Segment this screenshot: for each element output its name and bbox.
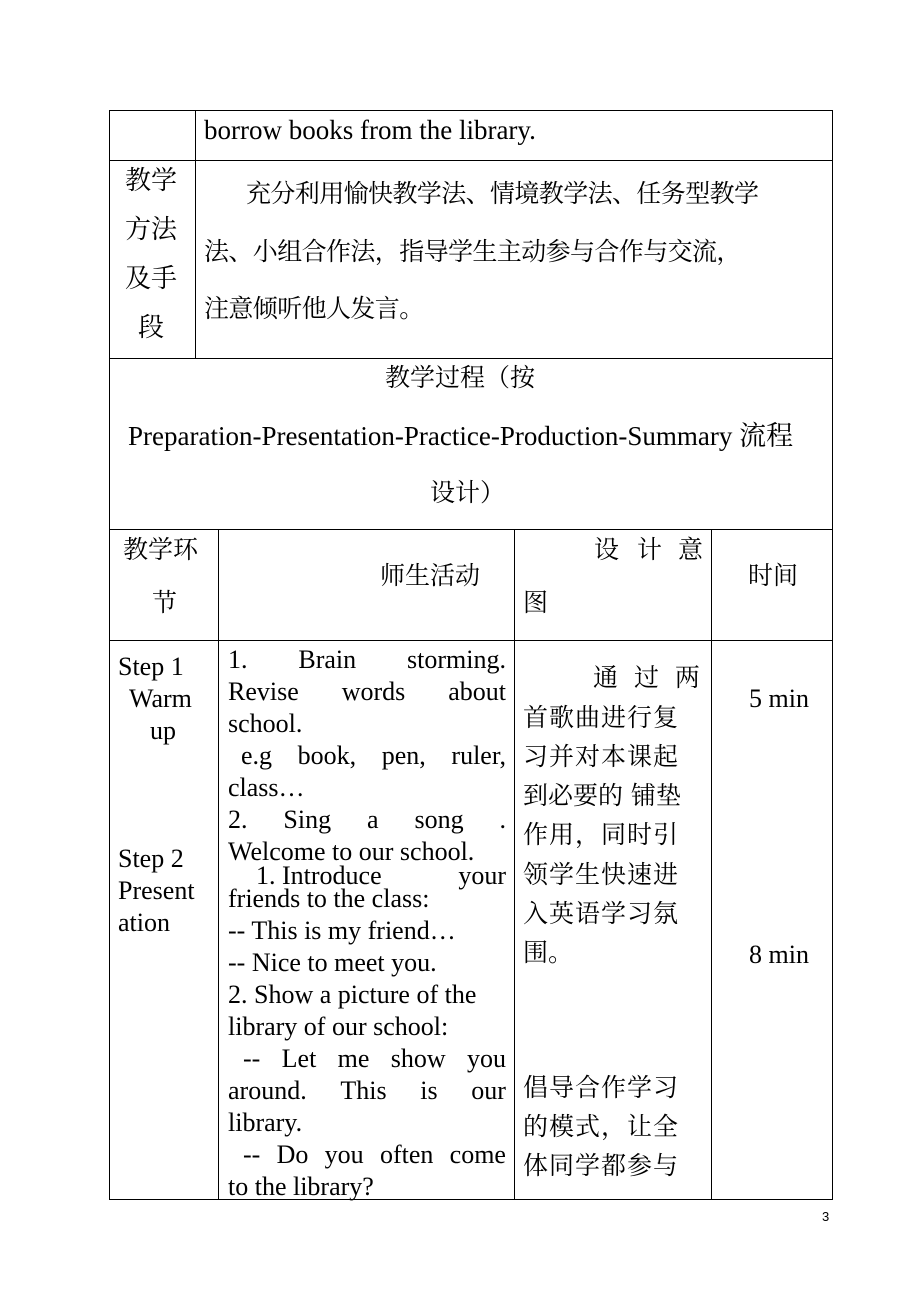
activity-word: a [367,805,379,834]
time-value: 5 min [749,684,809,713]
activity-word: me [337,1044,370,1073]
activity-word: storming. [407,645,506,674]
activity-word: This [340,1076,387,1105]
methods-label-line: 段 [138,313,165,343]
activity-word: . [499,805,506,834]
table-line [218,529,219,1200]
col-header-intent-line2: 图 [523,588,549,617]
stage-step1: up [150,716,176,745]
methods-text-line: 法、小组合作法，指导学生主动参与合作与交流， [204,237,741,266]
row1-text: borrow books from the library. [204,115,536,145]
col-header-intent-word: 计 [637,535,663,564]
activity-line: -- Nice to meet you. [228,948,437,977]
process-header-line: 教学过程（按 [385,363,536,392]
table-line [109,110,110,1200]
activity-word: Do [276,1140,309,1169]
activity-line: class… [228,773,305,802]
activity-word: pen, [381,741,426,770]
activity-word: ruler, [451,741,506,770]
activity-word: around. [228,1076,307,1105]
activity-line: -- This is my friend… [228,916,456,945]
activity-word: you [324,1140,364,1169]
activity-line: library of our school: [228,1012,449,1041]
activity-word: your [458,861,506,890]
activity-line [228,647,506,673]
activity-line: to the library? [228,1172,374,1201]
table-line [514,529,515,1200]
table-line [711,529,712,1200]
intent-line: 习并对本课起 [523,742,680,771]
table-line [195,110,196,359]
activity-word: -- [243,1044,261,1073]
activity-line [228,679,506,705]
activity-line: friends to the class: [228,884,430,913]
table-line [832,110,833,1200]
activity-word: is [420,1076,438,1105]
activity-line: library. [228,1108,303,1137]
activity-line: school. [228,709,303,738]
col-header-intent-word: 设 [594,535,620,564]
activity-word: Brain [298,645,357,674]
intent-line: 的模式，让全 [523,1112,680,1141]
activity-word: come [449,1140,506,1169]
stage-step2: ation [118,908,170,937]
intent-line: 入英语学习氛 [523,899,680,928]
activity-word: show [390,1044,446,1073]
methods-text-line: 充分利用愉快教学法、情境教学法、任务型教学 [246,179,759,208]
intent-line: 作用，同时引 [523,820,680,849]
activity-word: about [448,677,506,706]
activity-line: Welcome to our school. [228,837,475,866]
stage-step2: Step 2 [118,844,184,873]
stage-step1: Warm [129,684,192,713]
intent-line: 领学生快速进 [523,860,680,889]
methods-label-line: 方法 [125,215,178,245]
intent-line: 围。 [523,938,574,967]
methods-label-line: 及手 [125,264,178,294]
intent-line: 到必要的 铺垫 [523,781,681,810]
col-header-stage: 教学环 [123,535,199,564]
activity-word: words [341,677,406,706]
activity-word: our [471,1076,506,1105]
intent-line: 倡导合作学习 [523,1073,680,1102]
intent-line: 体同学都参与 [523,1151,680,1180]
col-header-time: 时间 [748,561,799,590]
activity-line [228,807,506,833]
activity-word: often [379,1140,434,1169]
activity-word: Revise [228,677,299,706]
activity-line [243,1142,506,1168]
process-header-line: Preparation-Presentation-Practice-Production-Summary 流程 [128,421,794,451]
activity-word: e.g [241,741,273,770]
activity-word: Let [281,1044,317,1073]
activity-word: 2. [228,805,248,834]
table-line [109,160,833,161]
activity-word: Sing [283,805,332,834]
activity-word: 1. Introduce [256,861,382,890]
process-header-line: 设计） [430,478,506,507]
activity-word: -- [243,1140,261,1169]
table-line [109,358,833,359]
stage-step1: Step 1 [118,652,184,681]
methods-label-line: 教学 [125,166,178,196]
intent-line: 首歌曲进行复 [523,703,680,732]
col-header-intent-word: 意 [678,535,704,564]
activity-word: you [466,1044,506,1073]
activity-line: 2. Show a picture of the [228,980,477,1009]
activity-word: song [414,805,464,834]
methods-text-line: 注意倾听他人发言。 [204,294,424,323]
time-value: 8 min [749,940,809,969]
table-line [109,110,833,111]
activity-word: 1. [228,645,248,674]
activity-line [241,743,506,769]
col-header-activity: 师生活动 [380,561,481,590]
stage-step2: Present [118,876,195,905]
activity-word: book, [297,741,357,770]
page-number: 3 [822,1209,830,1224]
activity-line [243,1046,506,1072]
col-header-stage: 节 [152,588,178,617]
activity-line [228,1078,506,1104]
intent-line: 通 过 两 [593,663,704,692]
